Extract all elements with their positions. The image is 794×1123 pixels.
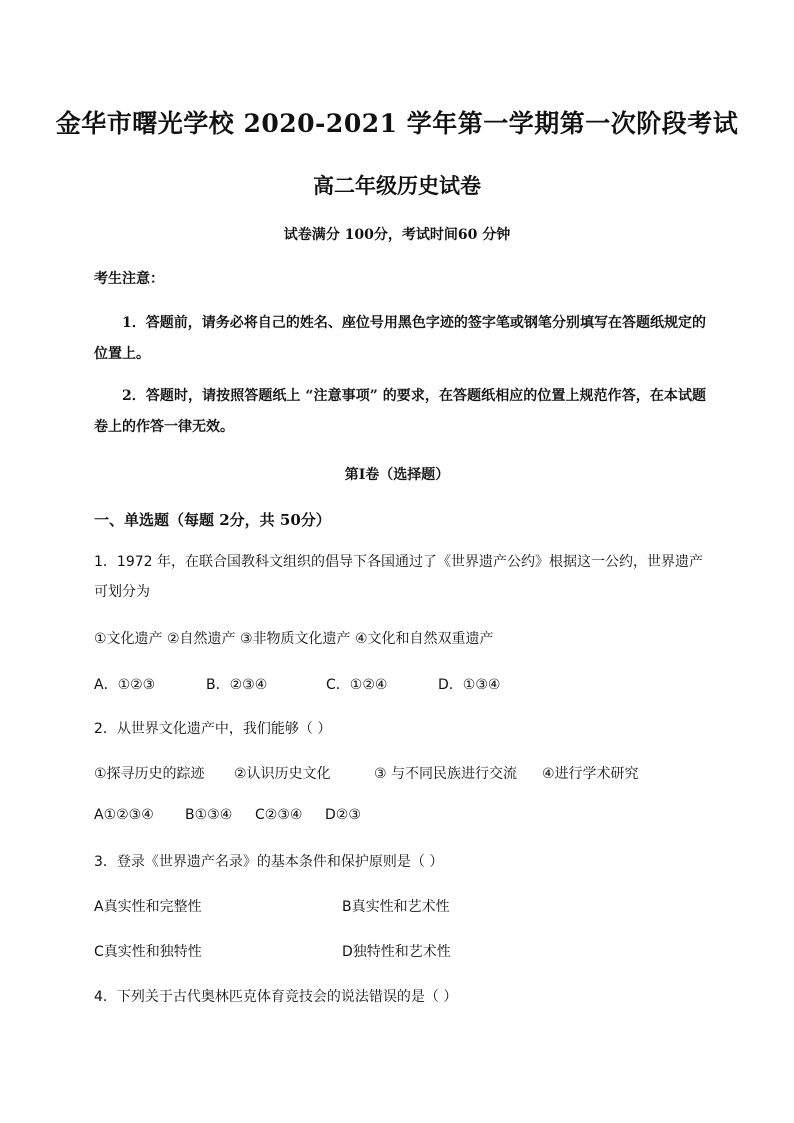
question-1-option-d: D．①③④ [438,677,501,693]
question-1-option-c: C．①②④ [326,677,388,693]
notice-heading: 考生注意： [94,271,164,287]
notice-item-2: 2．答题时，请按照答题纸上 “注意事项” 的要求，在答题纸相应的位置上规范作答，在本试题卷上的作答一律无效。 [94,388,706,435]
question-2-item-3: ③ 与不同民族进行交流 [374,766,518,782]
question-1-items: ①文化遗产 ②自然遗产 ③非物质文化遗产 ④文化和自然双重遗产 [94,631,494,647]
question-2-option-c: C②③④ [255,807,303,823]
question-1-option-a: A．①②③ [94,677,156,693]
question-2-option-b: B①③④ [185,807,233,823]
question-3-option-b: B真实性和艺术性 [342,899,450,915]
question-2-item-1: ①探寻历史的踪迹 [94,766,205,782]
part-title: 一、单选题（每题 2分，共 50分） [94,511,331,529]
question-3-option-c: C真实性和独特性 [94,944,202,960]
question-3-option-a: A真实性和完整性 [94,899,202,915]
question-2-option-a: A①②③④ [94,807,154,823]
question-2-stem: 2．从世界文化遗产中，我们能够（ ） [94,721,332,737]
page-title: 金华市曙光学校 2020-2021 学年第一学期第一次阶段考试 [55,109,739,138]
page-subtitle: 高二年级历史试卷 [313,173,481,198]
question-1-stem: 1．1972 年，在联合国教科文组织的倡导下各国通过了《世界遗产公约》根据这一公约，世界遗产可划分为 [94,554,703,600]
question-2-item-2: ②认识历史文化 [234,766,331,782]
question-2-option-d: D②③ [325,807,361,823]
question-4-stem: 4．下列关于古代奥林匹克体育竞技会的说法错误的是（ ） [94,989,458,1005]
exam-meta: 试卷满分 100分，考试时间60 分钟 [283,227,511,243]
section-title: 第Ⅰ卷（选择题） [344,467,450,483]
question-3-option-d: D独特性和艺术性 [342,944,451,960]
question-3-stem: 3．登录《世界遗产名录》的基本条件和保护原则是（ ） [94,854,444,870]
question-2-item-4: ④进行学术研究 [542,766,639,782]
question-1-option-b: B．②③④ [206,677,268,693]
notice-item-1: 1．答题前，请务必将自己的姓名、座位号用黑色字迹的签字笔或钢笔分别填写在答题纸规定的位置上。 [94,315,706,362]
